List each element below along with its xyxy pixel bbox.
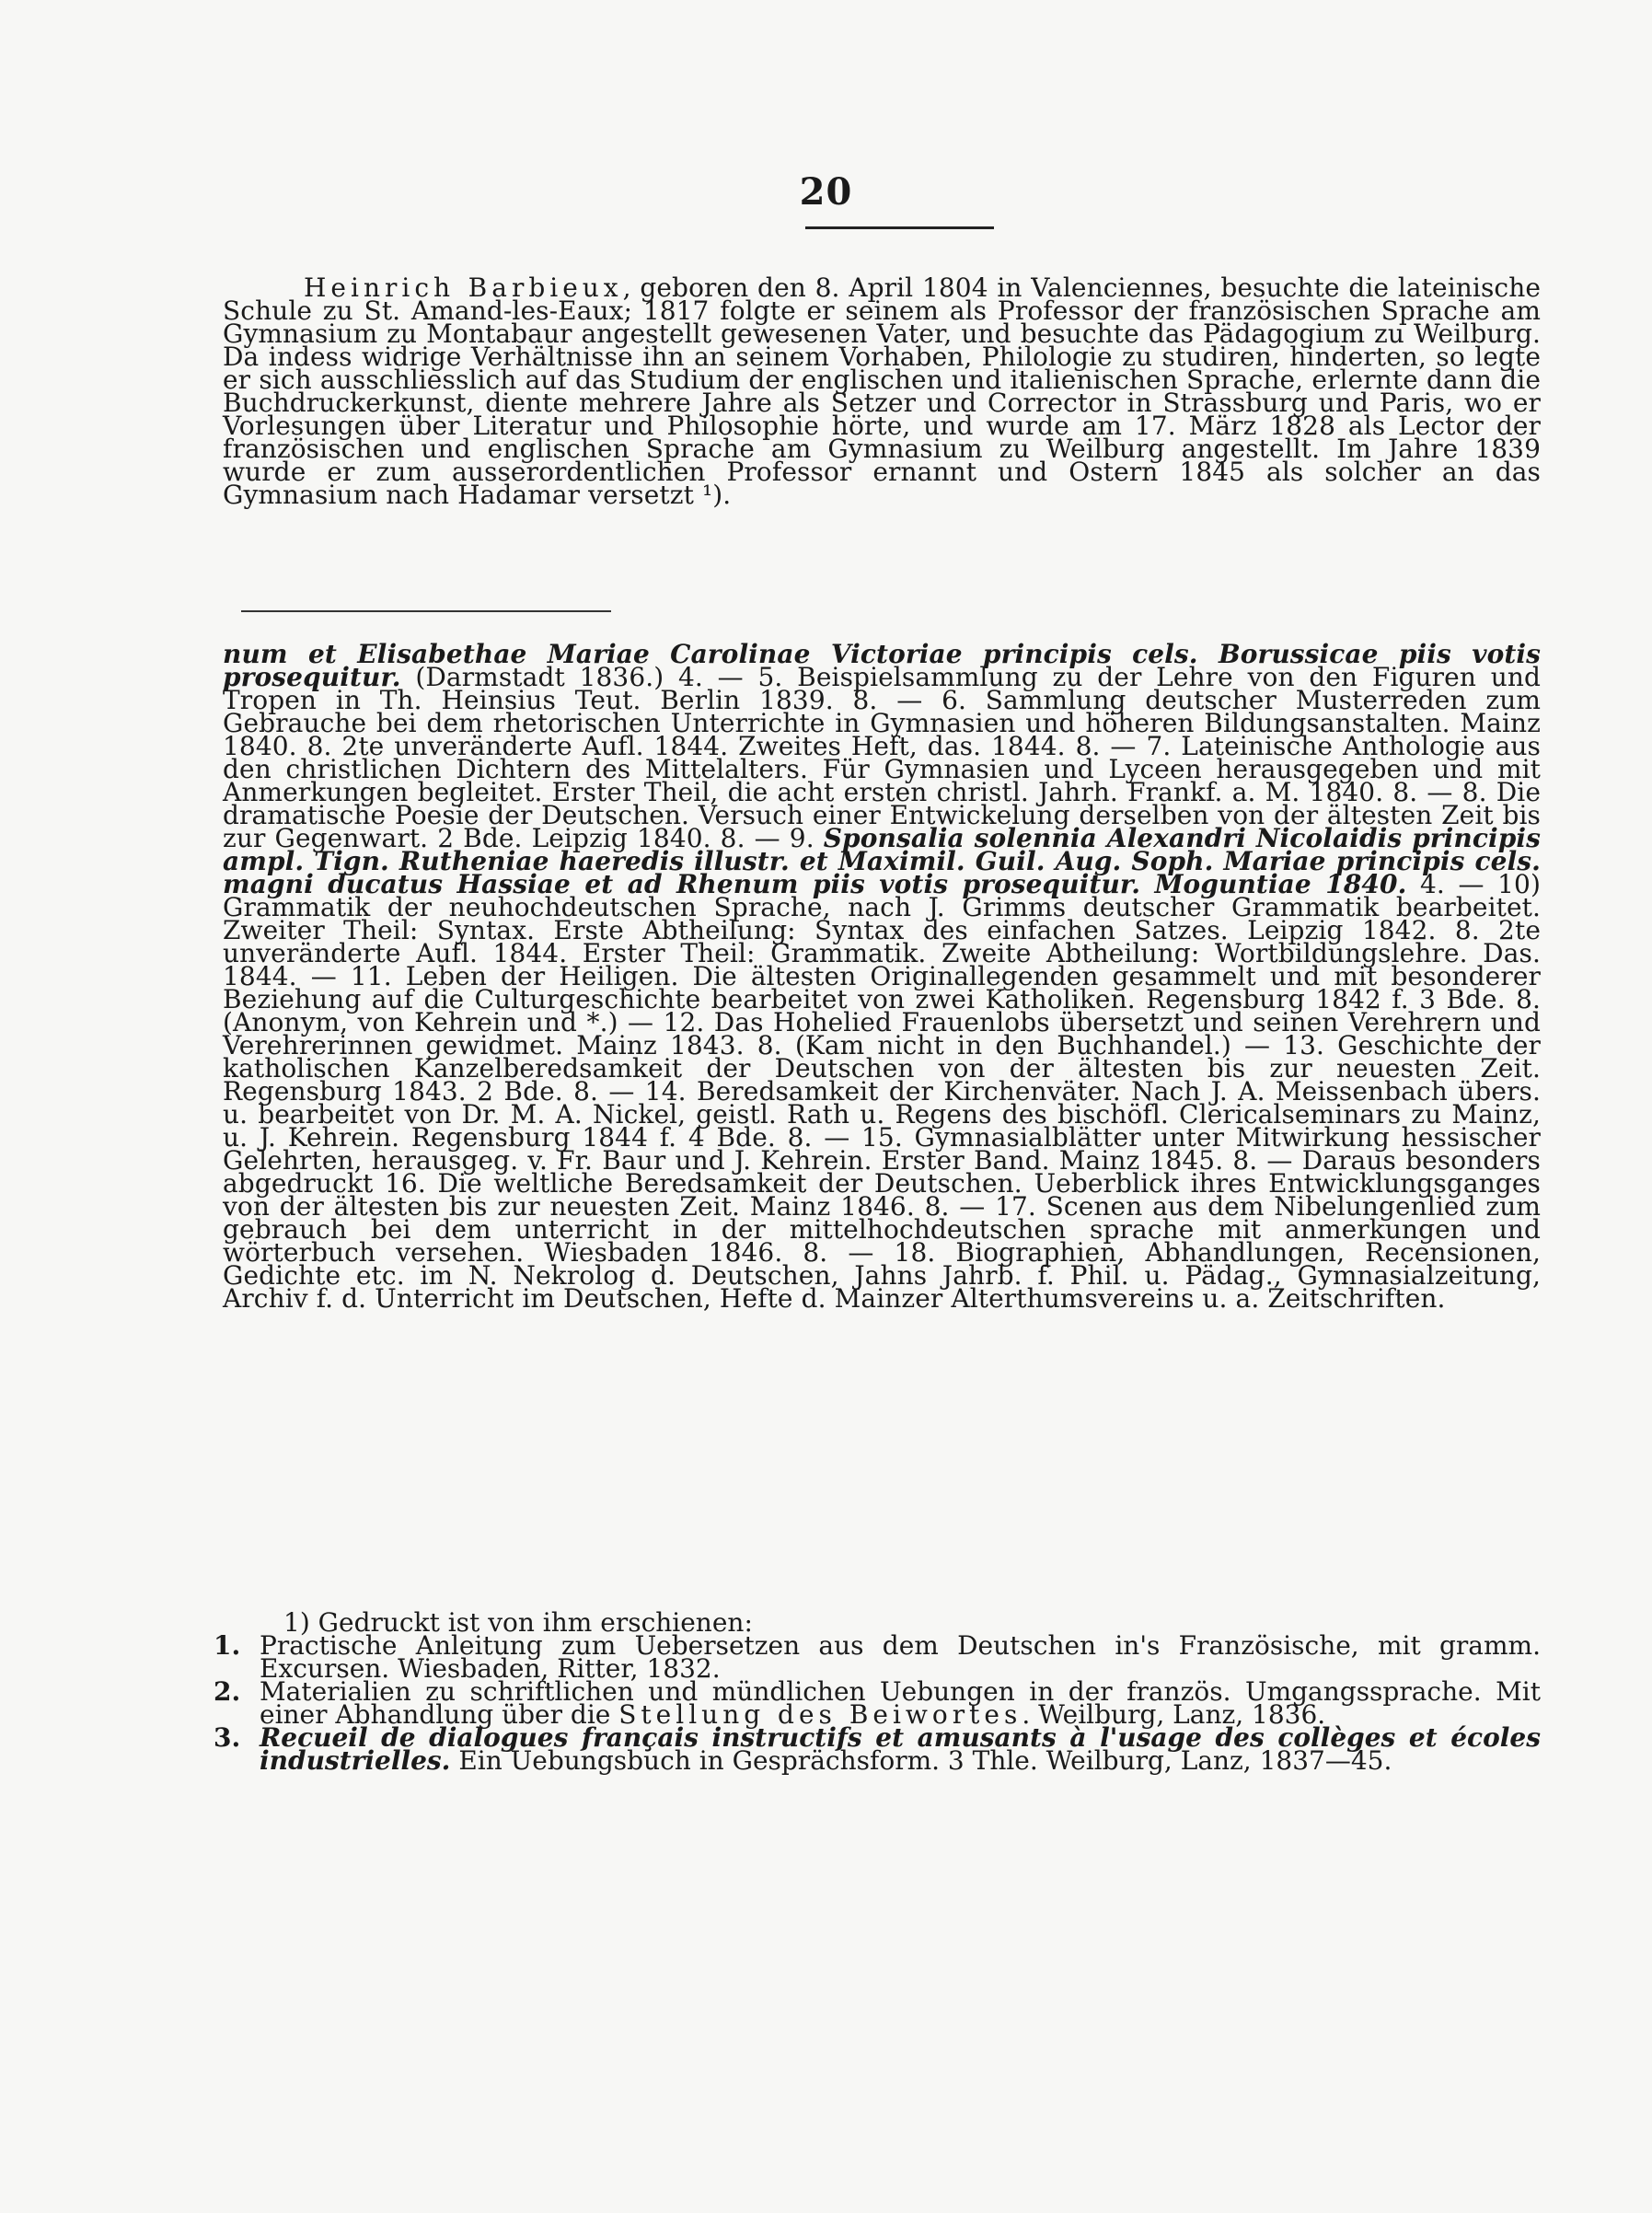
biography-paragraph	[223, 272, 1542, 510]
footnote-item	[214, 1676, 1541, 1730]
person-name: Heinrich Barbieux	[304, 272, 623, 303]
biography-text: , geboren den 8. April 1804 in Valenciennes, besuchte die lateinische Schule zu St. Amand-les-Eaux; 1817 folgte er seinem als Professor der französischen Sprache am Gymnasium zu Montabaur angestellt gewesenen Vater, und besuchte das Pädagogium zu Weilburg. Da indess widrige Verhältnisse ihn an seinem Vorhaben, Philologie zu studiren, hinderten, so legte er sich ausschliesslich auf das Studium der englischen und italienischen Sprache, erlernte dann die Buchdruckerkunst, diente mehrere Jahre als Setzer und Corrector in Strassburg und Paris, wo er Vorlesungen über Literatur und Philosophie hörte, und wurde am 17. März 1828 als Lector der französischen und englischen Sprache am Gymnasium zu Weilburg angestellt. Im Jahre 1839 wurde er zum ausserordentlichen Professor ernannt und Ostern 1845 als solcher an das Gymnasium nach Hadamar versetzt ¹).	[223, 272, 1542, 510]
footnote-item-number: 2.	[214, 1676, 241, 1707]
bibliography-text-1: (Darmstadt 1836.) 4. — 5. Beispielsammlung zu der Lehre von den Figuren und Tropen in Th. Heinsius Teut. Berlin 1839. 8. — 6. Sammlung deutscher Musterreden zum Gebrauche bei dem rhetorischen Unterrichte in Gymnasien und höheren Bildungsanstalten. Mainz 1840. 8. 2te unveränderte Aufl. 1844. Zweites Heft, das. 1844. 8. — 7. Lateinische Anthologie aus den christlichen Dichtern des Mittelalters. Für Gymnasien und Lyceen herausgegeben und mit Anmerkungen begleitet. Erster Theil, die acht ersten christl. Jahrh. Frankf. a. M. 1840. 8. — 8. Die dramatische Poesie der Deutschen. Versuch einer Entwickelung derselben von der ältesten Zeit bis zur Gegenwart. 2 Bde. Leipzig 1840. 8. — 9.	[223, 662, 1541, 853]
footnote-heading: 1) Gedruckt ist von ihm erschienen:	[283, 1607, 753, 1638]
bibliography-paragraph	[223, 639, 1541, 1314]
footnote-item-text: Practische Anleitung zum Uebersetzen aus dem Deutschen in's Französische, mit gramm. Excursen. Wiesbaden, Ritter, 1832.	[260, 1630, 1541, 1684]
latin-title-2: Sponsalia solennia Alexandri Nicolaidis principis ampl. Tign. Rutheniae haeredis illustr. et Maximil. Guil. Aug. Soph. Mariae principis cels. magni ducatus Hassiae et ad Rhenum piis votis prosequitur. Moguntiae 1840.	[223, 823, 1541, 899]
footnote-item	[214, 1630, 1541, 1684]
footnote-rule	[241, 610, 611, 612]
bibliography-continuation	[223, 639, 1541, 1314]
footnote-item-french-title: Recueil de dialogues français instructifs et amusants à l'usage des collèges et écoles industrielles.	[260, 1722, 1541, 1776]
page-number: 20	[799, 170, 853, 214]
footnote-item-spaced-text: Stellung des Beiwortes	[618, 1699, 1022, 1730]
page-number-rule	[805, 226, 994, 229]
footnote-item-number: 3.	[214, 1722, 241, 1753]
footnote-item-number: 1.	[214, 1630, 241, 1661]
footnotes-section	[214, 1607, 1541, 1776]
bibliography-text-2: 4. — 10) Grammatik der neuhochdeutschen Sprache, nach J. Grimms deutscher Grammatik bearbeitet. Zweiter Theil: Syntax. Erste Abtheilung: Syntax des einfachen Satzes. Leipzig 1842. 8. 2te unveränderte Aufl. 1844. Erster Theil: Grammatik. Zweite Abtheilung: Wortbildungslehre. Das. 1844. — 11. Leben der Heiligen. Die ältesten Originallegenden gesammelt und mit besonderer Beziehung auf die Culturgeschichte bearbeitet von zwei Katholiken. Regensburg 1842 f. 3 Bde. 8. (Anonym, von Kehrein und *.) — 12. Das Hohelied Frauenlobs übersetzt und seinen Verehrern und Verehrerinnen gewidmet. Mainz 1843. 8. (Kam nicht in den Buchhandel.) — 13. Geschichte der katholischen Kanzelberedsamkeit der Deutschen von der ältesten bis zur neuesten Zeit. Regensburg 1843. 2 Bde. 8. — 14. Beredsamkeit der Kirchenväter. Nach J. A. Meissenbach übers. u. bearbeitet von Dr. M. A. Nickel, geistl. Rath u. Regens des bischöfl. Clericalseminars zu Mainz, u. J. Kehrein. Regensburg 1844 f. 4 Bde. 8. — 15. Gymnasialblätter unter Mitwirkung hessischer Gelehrten, herausgeg. v. Fr. Baur und J. Kehrein. Erster Band. Mainz 1845. 8. — Daraus besonders abgedruckt 16. Die weltliche Beredsamkeit der Deutschen. Ueberblick ihres Entwicklungsganges von der ältesten bis zur neuesten Zeit. Mainz 1846. 8. — 17. Scenen aus dem Nibelungenlied zum gebrauch bei dem unterricht in der mittelhochdeutschen sprache mit anmerkungen und wörterbuch versehen. Wiesbaden 1846. 8. — 18. Biographien, Abhandlungen, Recensionen, Gedichte etc. im N. Nekrolog d. Deutschen, Jahns Jahrb. f. Phil. u. Pädag., Gymnasialzeitung, Archiv f. d. Unterricht im Deutschen, Hefte d. Mainzer Alterthumsvereins u. a. Zeitschriften.	[223, 869, 1541, 1314]
footnote-item-text-end: . Weilburg, Lanz, 1836.	[1022, 1699, 1326, 1730]
biography-section	[223, 272, 1542, 510]
footnote-item	[214, 1722, 1541, 1776]
footnote-item-text: Ein Uebungsbuch in Gesprächsform. 3 Thle. Weilburg, Lanz, 1837—45.	[450, 1745, 1392, 1776]
footnote-item-text: Materialien zu schriftlichen und mündlichen Uebungen in der französ. Umgangssprache. Mit einer Abhandlung über die	[260, 1676, 1541, 1730]
latin-title-1: num et Elisabethae Mariae Carolinae Victoriae principis cels. Borussicae piis votis prosequitur.	[223, 639, 1541, 692]
